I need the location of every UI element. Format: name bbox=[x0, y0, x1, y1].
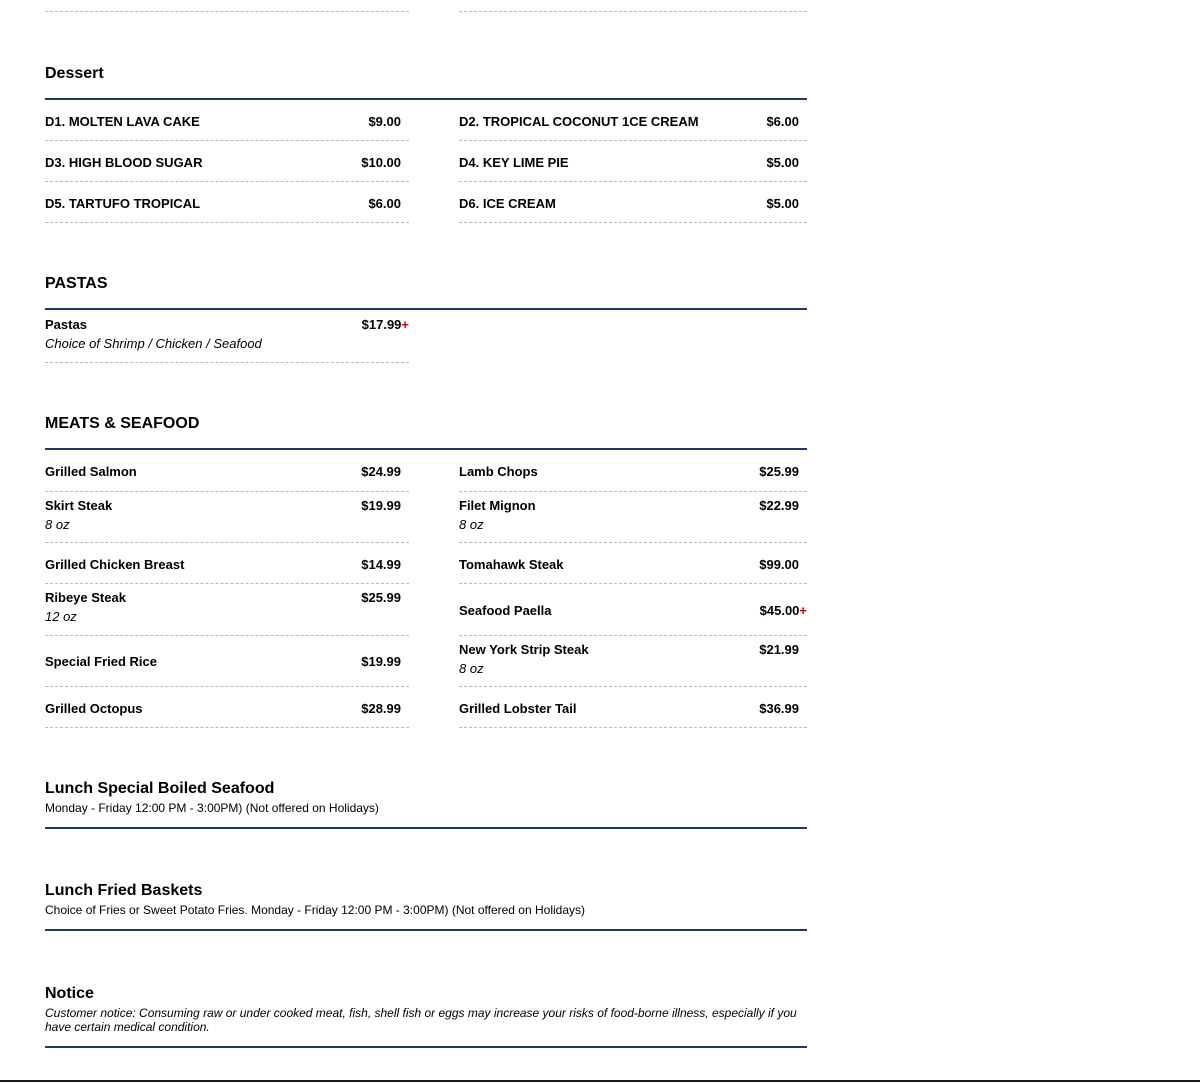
menu-item[interactable] bbox=[45, 543, 409, 584]
item-price: $24.99 bbox=[361, 464, 401, 479]
item-price: $25.99 bbox=[759, 464, 799, 479]
item-name: Grilled Lobster Tail bbox=[459, 701, 577, 716]
item-price: $14.99 bbox=[361, 557, 401, 572]
section-title: Dessert bbox=[45, 65, 104, 82]
item-name: Grilled Chicken Breast bbox=[45, 557, 185, 572]
menu-item[interactable] bbox=[459, 636, 807, 687]
page-bottom-border bbox=[0, 1080, 1200, 1082]
section-title: Lunch Special Boiled Seafood bbox=[45, 780, 275, 797]
item-name: Lamb Chops bbox=[459, 464, 538, 479]
item-name: D4. KEY LIME PIE bbox=[459, 155, 569, 170]
item-name: Ribeye Steak bbox=[45, 590, 126, 605]
item-name: Special Fried Rice bbox=[45, 654, 157, 669]
section-title: PASTAS bbox=[45, 275, 108, 292]
item-price: $5.00 bbox=[766, 155, 799, 170]
section-title: Notice bbox=[45, 985, 94, 1002]
menu-item[interactable] bbox=[459, 492, 807, 543]
section-rule bbox=[45, 827, 807, 829]
menu-item[interactable] bbox=[45, 310, 409, 363]
item-name: Tomahawk Steak bbox=[459, 557, 564, 572]
item-name: D6. ICE CREAM bbox=[459, 196, 556, 211]
item-description: 8 oz bbox=[45, 517, 70, 532]
menu-item[interactable] bbox=[459, 100, 807, 141]
item-name: D5. TARTUFO TROPICAL bbox=[45, 196, 201, 211]
item-price: $6.00 bbox=[766, 114, 799, 129]
menu-item[interactable] bbox=[459, 543, 807, 584]
section-title: MEATS & SEAFOOD bbox=[45, 415, 200, 432]
menu-item[interactable] bbox=[459, 584, 807, 636]
item-name: D3. HIGH BLOOD SUGAR bbox=[45, 155, 203, 170]
item-price: $21.99 bbox=[759, 642, 799, 657]
notice-text: Customer notice: Consuming raw or under cooked meat, fish, shell fish or eggs may increase your risks of food-borne illness, especially if you have certain medical condition. bbox=[45, 1006, 797, 1034]
item-price: $28.99 bbox=[361, 701, 401, 716]
menu-item[interactable] bbox=[45, 687, 409, 728]
divider bbox=[459, 11, 807, 12]
section-rule bbox=[45, 929, 807, 931]
item-name: Filet Mignon bbox=[459, 498, 536, 513]
menu-item[interactable] bbox=[459, 450, 807, 492]
item-price: $22.99 bbox=[759, 498, 799, 513]
item-name: D2. TROPICAL COCONUT 1CE CREAM bbox=[459, 114, 699, 129]
item-description: 12 oz bbox=[45, 609, 77, 624]
item-name: Pastas bbox=[45, 317, 87, 332]
item-name: Grilled Octopus bbox=[45, 701, 143, 716]
item-name: D1. MOLTEN LAVA CAKE bbox=[45, 114, 200, 129]
menu-item[interactable] bbox=[45, 182, 409, 223]
item-price: $10.00 bbox=[361, 155, 401, 170]
item-price: $99.00 bbox=[759, 557, 799, 572]
section-subtitle: Monday - Friday 12:00 PM - 3:00PM) (Not offered on Holidays) bbox=[45, 801, 379, 815]
item-price: $9.00 bbox=[368, 114, 401, 129]
menu-item[interactable] bbox=[459, 182, 807, 223]
item-price: $25.99 bbox=[361, 590, 401, 605]
item-name: Skirt Steak bbox=[45, 498, 113, 513]
item-name: Seafood Paella bbox=[459, 603, 552, 618]
item-price: $19.99 bbox=[361, 498, 401, 513]
menu-item[interactable] bbox=[459, 687, 807, 728]
plus-icon: + bbox=[401, 317, 409, 332]
menu-item[interactable] bbox=[459, 141, 807, 182]
menu-item[interactable] bbox=[45, 450, 409, 492]
item-description: Choice of Shrimp / Chicken / Seafood bbox=[45, 336, 262, 351]
item-description: 8 oz bbox=[459, 517, 484, 532]
item-price: $45.00+ bbox=[759, 603, 807, 618]
divider bbox=[45, 11, 409, 12]
menu-item[interactable] bbox=[45, 492, 409, 543]
section-title: Lunch Fried Baskets bbox=[45, 882, 203, 899]
item-price: $6.00 bbox=[368, 196, 401, 211]
item-price: $36.99 bbox=[759, 701, 799, 716]
menu-item[interactable] bbox=[45, 636, 409, 687]
menu-item[interactable] bbox=[45, 100, 409, 141]
item-name: Grilled Salmon bbox=[45, 464, 137, 479]
item-name: New York Strip Steak bbox=[459, 642, 589, 657]
menu-item[interactable] bbox=[45, 141, 409, 182]
menu-item[interactable] bbox=[45, 584, 409, 636]
plus-icon: + bbox=[799, 603, 807, 618]
item-description: 8 oz bbox=[459, 661, 484, 676]
previous-section-dividers bbox=[45, 11, 807, 12]
item-price: $19.99 bbox=[361, 654, 401, 669]
item-price: $17.99+ bbox=[361, 317, 409, 332]
item-price: $5.00 bbox=[766, 196, 799, 211]
section-rule bbox=[45, 1046, 807, 1048]
section-subtitle: Choice of Fries or Sweet Potato Fries. Monday - Friday 12:00 PM - 3:00PM) (Not offered on Holidays) bbox=[45, 903, 585, 917]
